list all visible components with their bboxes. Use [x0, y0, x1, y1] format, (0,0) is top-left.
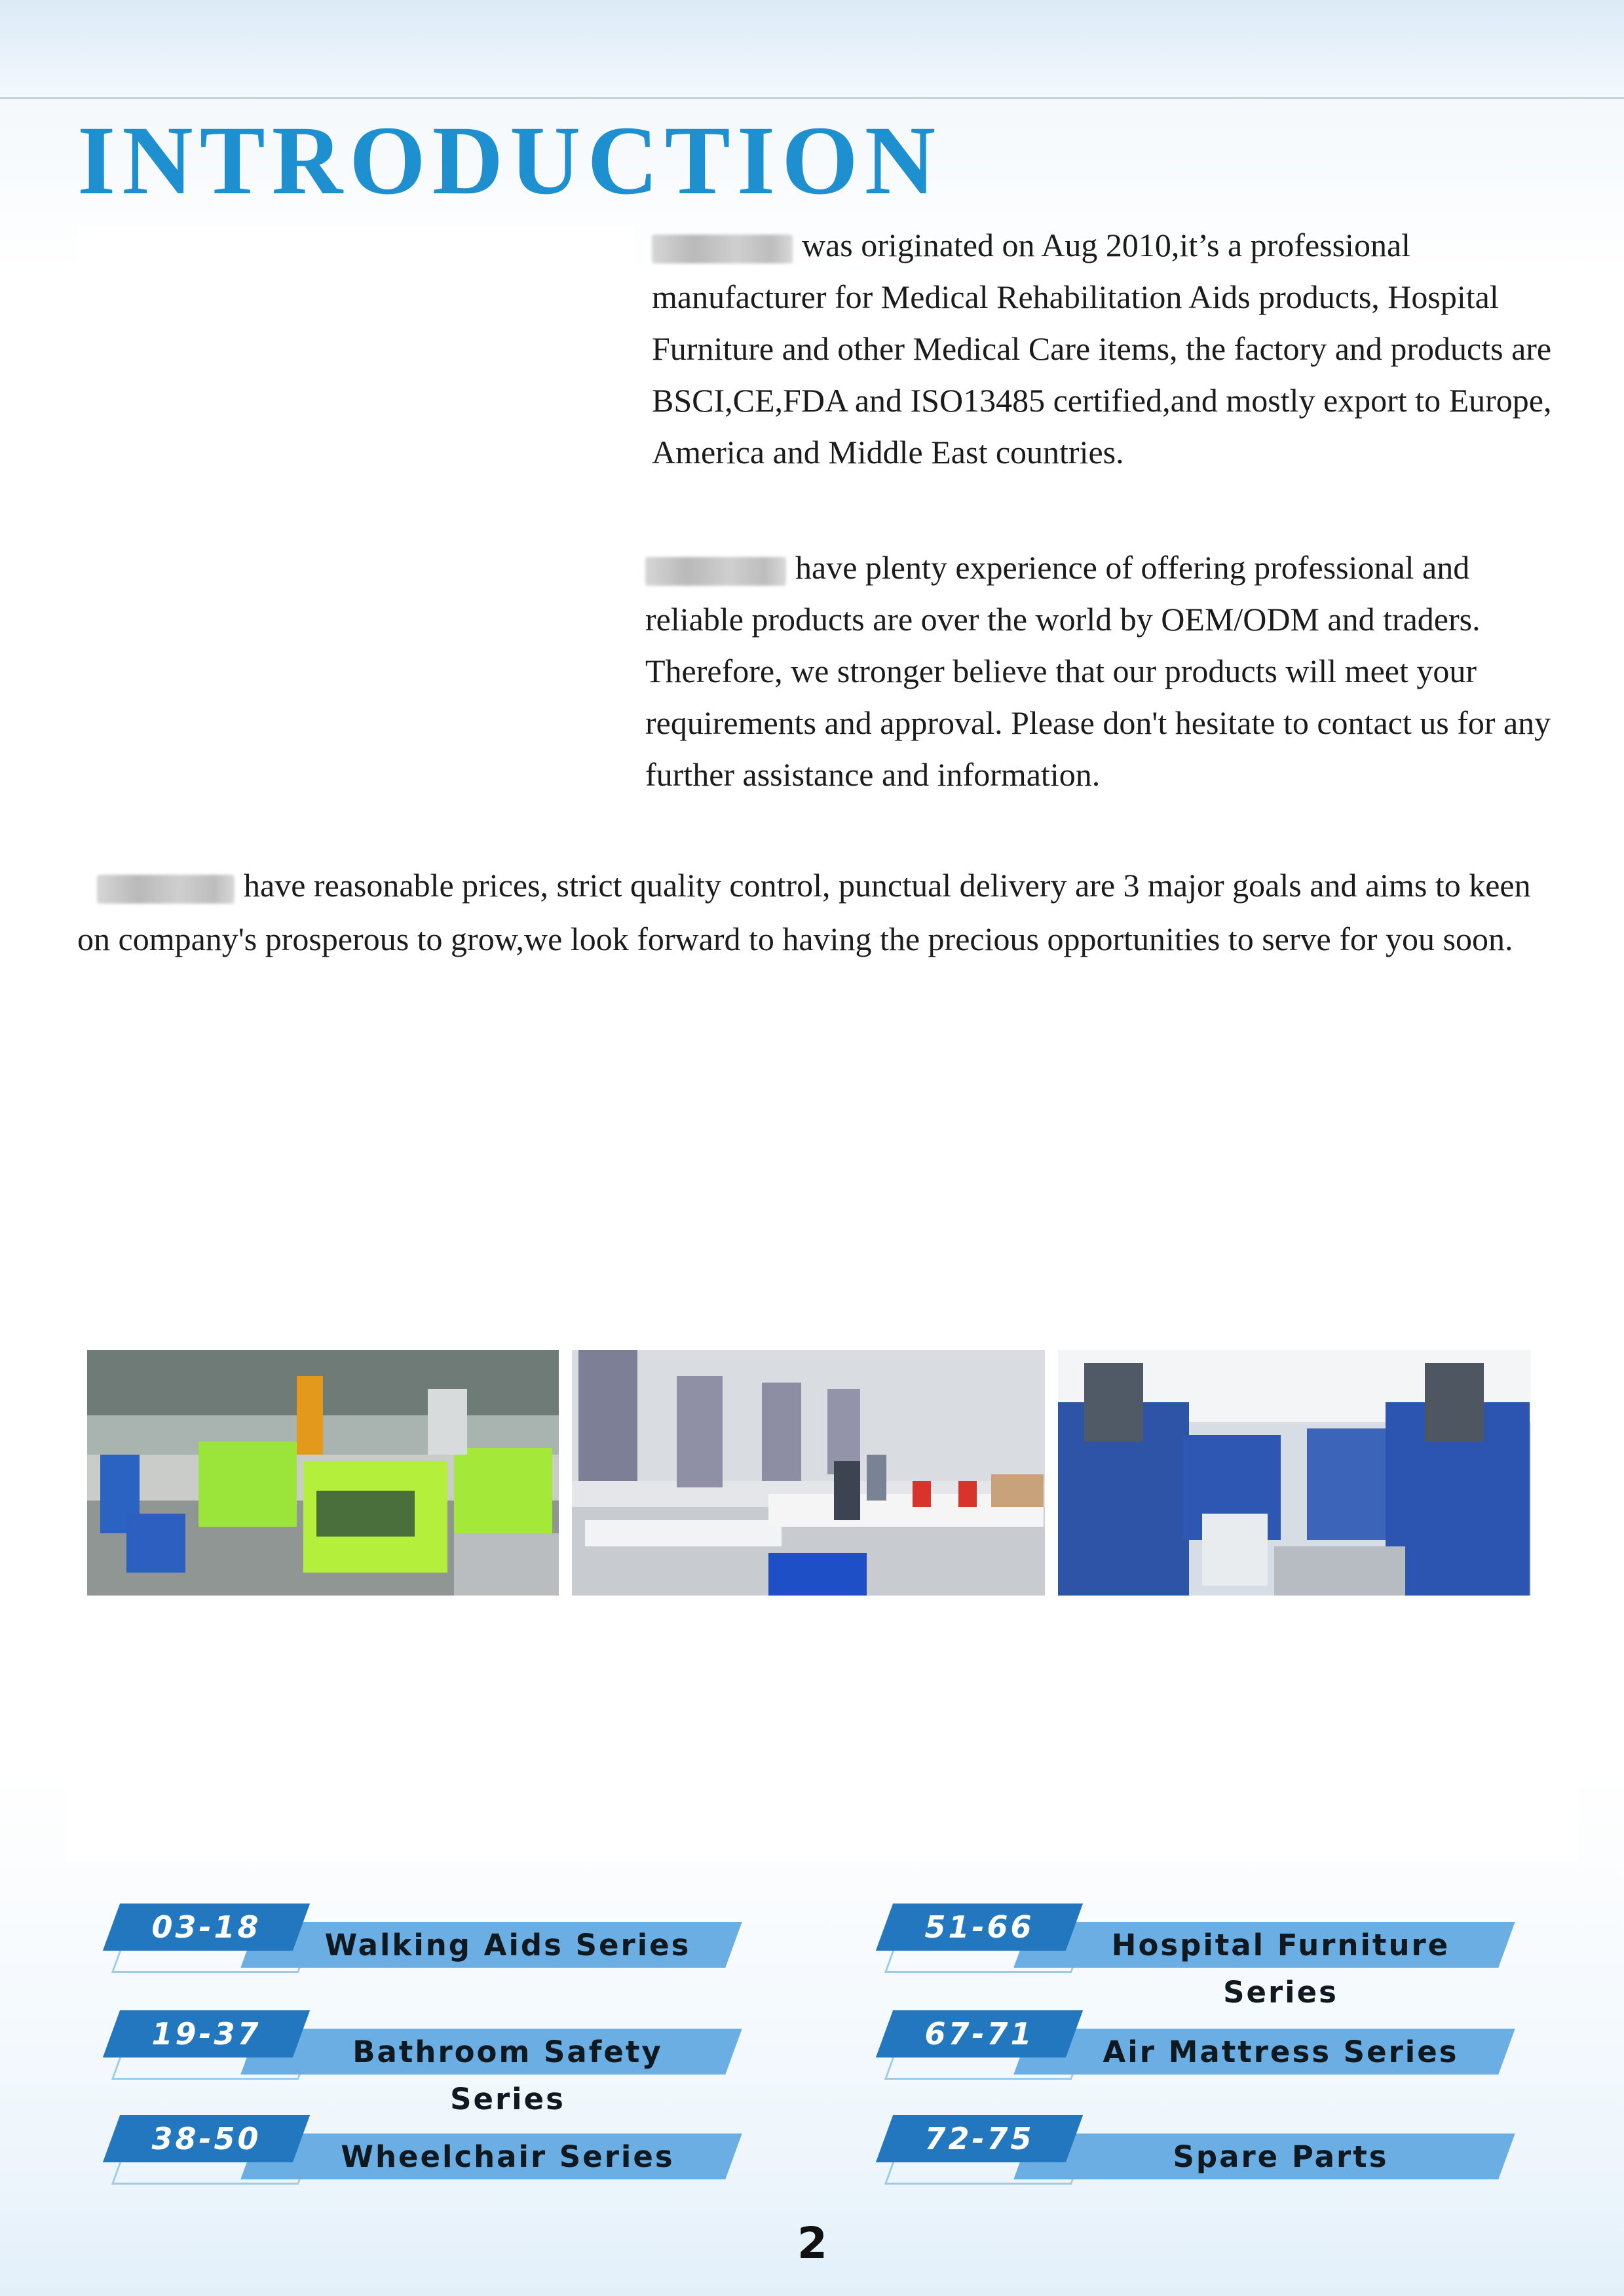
header-divider: [0, 97, 1624, 99]
page-range: 67-71: [924, 2016, 1034, 2052]
page-range: 51-66: [924, 1909, 1034, 1945]
series-label: Walking Aids Series: [324, 1928, 691, 1962]
header-band: [0, 0, 1624, 98]
series-label: Bathroom Safety Series: [352, 2035, 663, 2116]
series-label: Wheelchair Series: [341, 2139, 675, 2174]
series-bathroom-safety[interactable]: [98, 2010, 753, 2116]
redacted-company-name: [97, 875, 235, 904]
series-wheelchair[interactable]: [98, 2115, 753, 2181]
series-hospital-furniture[interactable]: [871, 1904, 1526, 2010]
redacted-company-name: [645, 557, 786, 586]
page-title: INTRODUCTION: [77, 106, 943, 215]
intro-paragraph-3-text: have reasonable prices, strict quality control, punctual delivery are 3 major goals and aims to keen on company's prosperous to grow,we look forward to having the precious opportunities to serve for you soon.: [77, 867, 1531, 957]
series-spare-parts[interactable]: [871, 2115, 1526, 2181]
factory-injection-molding-photo: [87, 1350, 559, 1596]
redacted-company-name: [652, 235, 793, 263]
blank-band: [66, 1605, 1579, 1861]
page-range: 38-50: [151, 2121, 261, 2156]
series-walking-aids[interactable]: [98, 1904, 753, 1969]
series-label: Hospital Furniture Series: [1111, 1928, 1450, 2010]
intro-paragraph-3: [77, 858, 1551, 966]
series-label: Spare Parts: [1173, 2139, 1389, 2174]
page-range: 03-18: [151, 1909, 261, 1945]
intro-paragraph-1-text: was originated on Aug 2010,it’s a professional manufacturer for Medical Rehabilitation Aids products, Hospital Furniture and other Medical Care items, the factory and products are BSCI,CE,FDA and ISO13485 certified,and mostly export to Europe, America and Middle East countries.: [652, 227, 1552, 470]
intro-paragraph-2-text: have plenty experience of offering professional and reliable products are over the world by OEM/ODM and traders. Therefore, we stronger believe that our products will meet your requirements and approval. Please don't hesitate to contact us for any further assistance and information.: [645, 549, 1551, 793]
factory-assembly-workers-photo: [572, 1350, 1045, 1596]
series-label: Air Mattress Series: [1103, 2035, 1459, 2069]
blank-band: [43, 1032, 1583, 1337]
series-air-mattress[interactable]: [871, 2010, 1526, 2076]
factory-blow-molding-photo: [1058, 1350, 1531, 1596]
page-number: 2: [797, 2218, 827, 2268]
intro-paragraph-1: [652, 220, 1582, 478]
page-range: 19-37: [151, 2016, 261, 2052]
page-range: 72-75: [924, 2121, 1034, 2156]
image-placeholder: [77, 226, 634, 809]
intro-paragraph-2: [645, 542, 1576, 801]
